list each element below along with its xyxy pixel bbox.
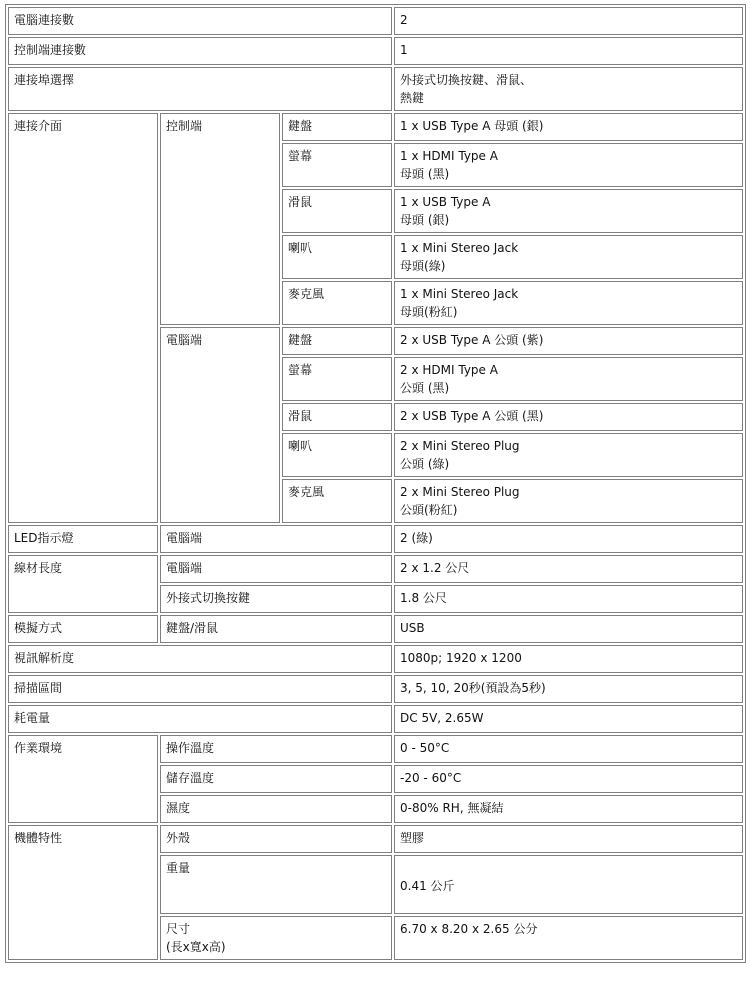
physical-value: 6.70 x 8.20 x 2.65 公分 [394, 916, 743, 960]
power-label: 耗電量 [8, 705, 392, 733]
cable-sub-label: 外接式切換按鍵 [160, 585, 392, 613]
emulation-sub-label: 鍵盤/滑鼠 [160, 615, 392, 643]
led-sub-label: 電腦端 [160, 525, 392, 553]
port-value: 1 x HDMI Type A 母頭 (黑) [394, 143, 743, 187]
port-value: 2 x HDMI Type A 公頭 (黑) [394, 357, 743, 401]
emulation-label: 模擬方式 [8, 615, 158, 643]
port-value: 2 x USB Type A 公頭 (黑) [394, 403, 743, 431]
scan-value: 3, 5, 10, 20秒(預設為5秒) [394, 675, 743, 703]
environment-value: 0 - 50°C [394, 735, 743, 763]
environment-sub-label: 操作溫度 [160, 735, 392, 763]
port-name: 滑鼠 [282, 189, 392, 233]
row-value: 2 [394, 7, 743, 35]
environment-value: -20 - 60°C [394, 765, 743, 793]
table-row [8, 525, 743, 553]
table-row [8, 555, 743, 583]
port-name: 滑鼠 [282, 403, 392, 431]
port-name: 鍵盤 [282, 327, 392, 355]
environment-sub-label: 濕度 [160, 795, 392, 823]
physical-label: 機體特性 [8, 825, 158, 960]
port-name: 螢幕 [282, 357, 392, 401]
table-row [8, 825, 743, 853]
video-label: 視訊解析度 [8, 645, 392, 673]
table-row [8, 705, 743, 733]
port-value: 1 x USB Type A 母頭 (銀) [394, 113, 743, 141]
spec-table [5, 4, 746, 963]
port-value: 2 x USB Type A 公頭 (紫) [394, 327, 743, 355]
table-row [8, 645, 743, 673]
environment-sub-label: 儲存溫度 [160, 765, 392, 793]
port-value: 1 x Mini Stereo Jack 母頭(粉紅) [394, 281, 743, 325]
video-value: 1080p; 1920 x 1200 [394, 645, 743, 673]
scan-label: 掃描區間 [8, 675, 392, 703]
physical-sub-label: 外殼 [160, 825, 392, 853]
row-label: 電腦連接數 [8, 7, 392, 35]
led-value: 2 (綠) [394, 525, 743, 553]
physical-sub-label: 尺寸 (長x寬x高) [160, 916, 392, 960]
table-row [8, 113, 743, 141]
power-value: DC 5V, 2.65W [394, 705, 743, 733]
led-label: LED指示燈 [8, 525, 158, 553]
interfaces-label: 連接介面 [8, 113, 158, 523]
port-name: 麥克風 [282, 281, 392, 325]
cable-value: 1.8 公尺 [394, 585, 743, 613]
emulation-value: USB [394, 615, 743, 643]
port-name: 喇叭 [282, 433, 392, 477]
row-value: 外接式切換按鍵、滑鼠、 熱鍵 [394, 67, 743, 111]
table-row [8, 675, 743, 703]
console-side-label: 控制端 [160, 113, 280, 325]
table-row [8, 615, 743, 643]
row-value: 1 [394, 37, 743, 65]
table-row [8, 7, 743, 35]
computer-side-label: 電腦端 [160, 327, 280, 523]
row-label: 控制端連接數 [8, 37, 392, 65]
port-name: 鍵盤 [282, 113, 392, 141]
port-name: 麥克風 [282, 479, 392, 523]
table-row [8, 735, 743, 763]
port-value: 2 x Mini Stereo Plug 公頭 (綠) [394, 433, 743, 477]
physical-sub-label: 重量 [160, 855, 392, 914]
port-name: 喇叭 [282, 235, 392, 279]
table-row [8, 37, 743, 65]
port-name: 螢幕 [282, 143, 392, 187]
cable-value: 2 x 1.2 公尺 [394, 555, 743, 583]
environment-label: 作業環境 [8, 735, 158, 823]
environment-value: 0-80% RH, 無凝結 [394, 795, 743, 823]
cable-label: 線材長度 [8, 555, 158, 613]
port-value: 2 x Mini Stereo Plug 公頭(粉紅) [394, 479, 743, 523]
physical-value: 塑膠 [394, 825, 743, 853]
row-label: 連接埠選擇 [8, 67, 392, 111]
cable-sub-label: 電腦端 [160, 555, 392, 583]
port-value: 1 x Mini Stereo Jack 母頭(綠) [394, 235, 743, 279]
table-row [8, 67, 743, 111]
port-value: 1 x USB Type A 母頭 (銀) [394, 189, 743, 233]
physical-value: 0.41 公斤 [394, 855, 743, 914]
